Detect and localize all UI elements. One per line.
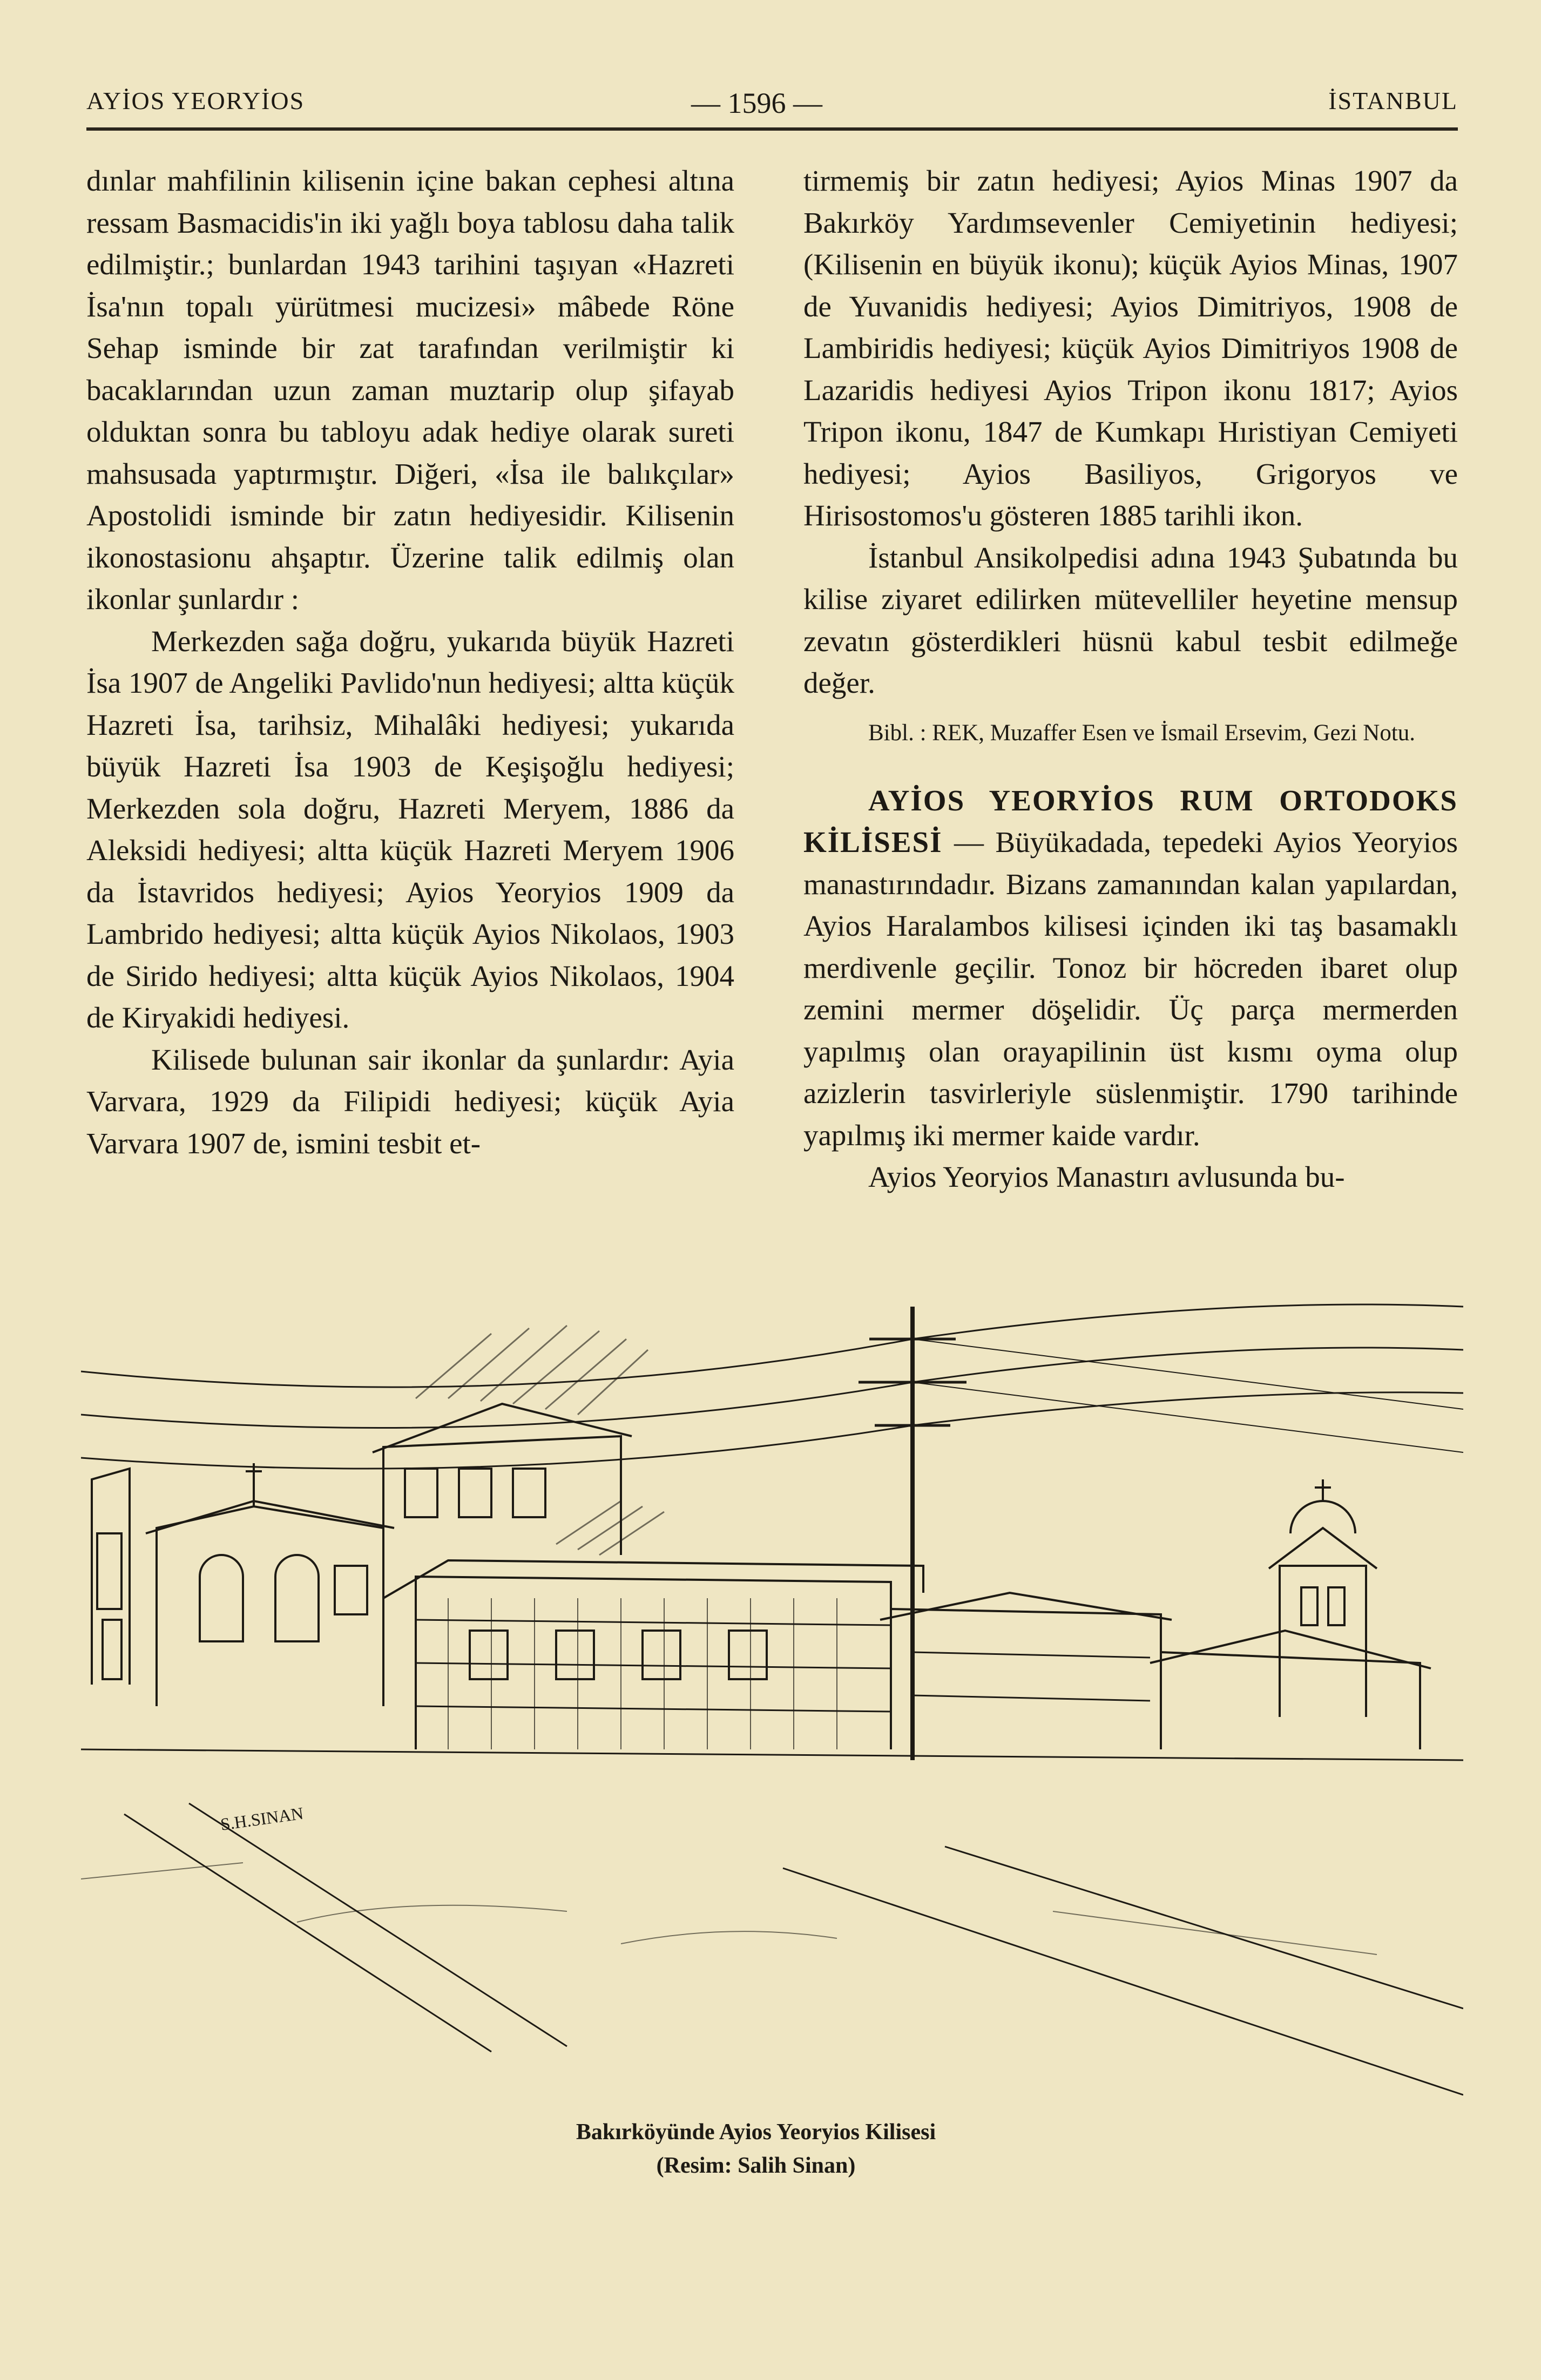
caption-credit: (Resim: Salih Sinan) <box>656 2153 856 2178</box>
church-illustration <box>81 1274 1463 2106</box>
page-number: — 1596 — <box>691 87 822 119</box>
section-title: AYİOS YEORYİOS RUM ORTODOKS KİLİSESİ <box>803 783 1458 858</box>
header-rule <box>86 127 1458 131</box>
right-paragraph-2: İstanbul Ansikolpedisi adına 1943 Şubatında bu kilise ziyaret edilirken mütevelliler heyetine mensup zevatın gösterdikleri hüsnü kabul tesbit edilmeğe değer. <box>803 540 1458 699</box>
caption-title: Bakırköyünde Ayios Yeoryios Kilisesi <box>576 2120 936 2145</box>
figure-caption <box>486 2115 1026 2182</box>
section-gap <box>803 750 1458 780</box>
left-column <box>86 160 734 1164</box>
running-header <box>86 76 1458 130</box>
header-right-title: İSTANBUL <box>1328 87 1458 114</box>
left-paragraph-1: dınlar mahfilinin kilisenin içine bakan cephesi altına ressam Basmacidis'in iki yağlı boya tablosu daha talik edilmiştir.; bunlardan 1943 tarihini taşıyan «Hazreti İsa'nın topalı yürütmesi mucizesi» mâbede Röne Sehap isminde bir zat tarafından verilmiştir ki bacaklarından uzun zaman muztarip olup şifayab olduktan sonra bu tabloyu adak hediye olarak sureti mahsusada yaptırmıştır. Diğeri, «İsa ile balıkçılar» Apostolidi isminde bir zatın hediyesidir. Kilisenin ikonostasionu ahşaptır. Üzerine talik edilmiş olan ikonlar şunlardır : <box>86 164 734 616</box>
right-paragraph-3 <box>803 780 1458 1157</box>
section-text: — Büyükadada, tepedeki Ayios Yeoryios manastırındadır. Bizans zamanından kalan yapılardan, Ayios Haralambos kilisesi içinden iki taş basamaklı merdivenle geçilir. Tonoz bir höcreden ibaret olup zemini mermer döşelidir. Üç parça mermerden yapılmış olan orayapilinin üst kısmı oyma olup azizlerin tasvirleriyle süslenmiştir. 1790 tarihinde yapılmış iki mermer kaide vardır. <box>803 826 1458 1152</box>
left-paragraph-2: Merkezden sağa doğru, yukarıda büyük Hazreti İsa 1907 de Angeliki Pavlido'nun hediyesi; altta küçük Hazreti İsa, tarihsiz, Mihalâki hediyesi; yukarıda büyük Hazreti İsa 1903 de Keşişoğlu hediyesi; Merkezden sola doğru, Hazreti Meryem, 1886 da Aleksidi hediyesi; altta küçük Hazreti Meryem 1906 da İstavridos hediyesi; Ayios Yeoryios 1909 da Lambrido hediyesi; altta küçük Ayios Nikolaos, 1903 de Sirido hediyesi; altta küçük Ayios Nikolaos, 1904 de Kiryakidi hediyesi. <box>86 624 734 1034</box>
header-left-title: AYİOS YEORYİOS <box>86 87 305 114</box>
right-paragraph-4: Ayios Yeoryios Manastırı avlusunda bu- <box>868 1160 1345 1193</box>
bibliography: Bibl. : REK, Muzaffer Esen ve İsmail Ersevim, Gezi Notu. <box>868 720 1416 746</box>
illustration-signature: S.H.SINAN <box>219 1803 305 1834</box>
right-column <box>803 160 1458 1198</box>
right-paragraph-1: tirmemiş bir zatın hediyesi; Ayios Minas 1907 da Bakırköy Yardımsevenler Cemiyetinin hediyesi; (Kilisenin en büyük ikonu); küçük Ayios Minas, 1907 de Yuvanidis hediyesi; Ayios Dimitriyos, 1908 de Lambiridis hediyesi; küçük Ayios Dimitriyos 1908 de Lazaridis hediyesi Ayios Tripon ikonu 1817; Ayios Tripon ikonu, 1847 de Kumkapı Hıristiyan Cemiyeti hediyesi; Ayios Basiliyos, Grigoryos ve Hirisostomos'u gösteren 1885 tarihli ikon. <box>803 164 1458 532</box>
left-paragraph-3: Kilisede bulunan sair ikonlar da şunlardır: Ayia Varvara, 1929 da Filipidi hediyesi; küçük Ayia Varvara 1907 de, ismini tesbit et- <box>86 1043 734 1160</box>
